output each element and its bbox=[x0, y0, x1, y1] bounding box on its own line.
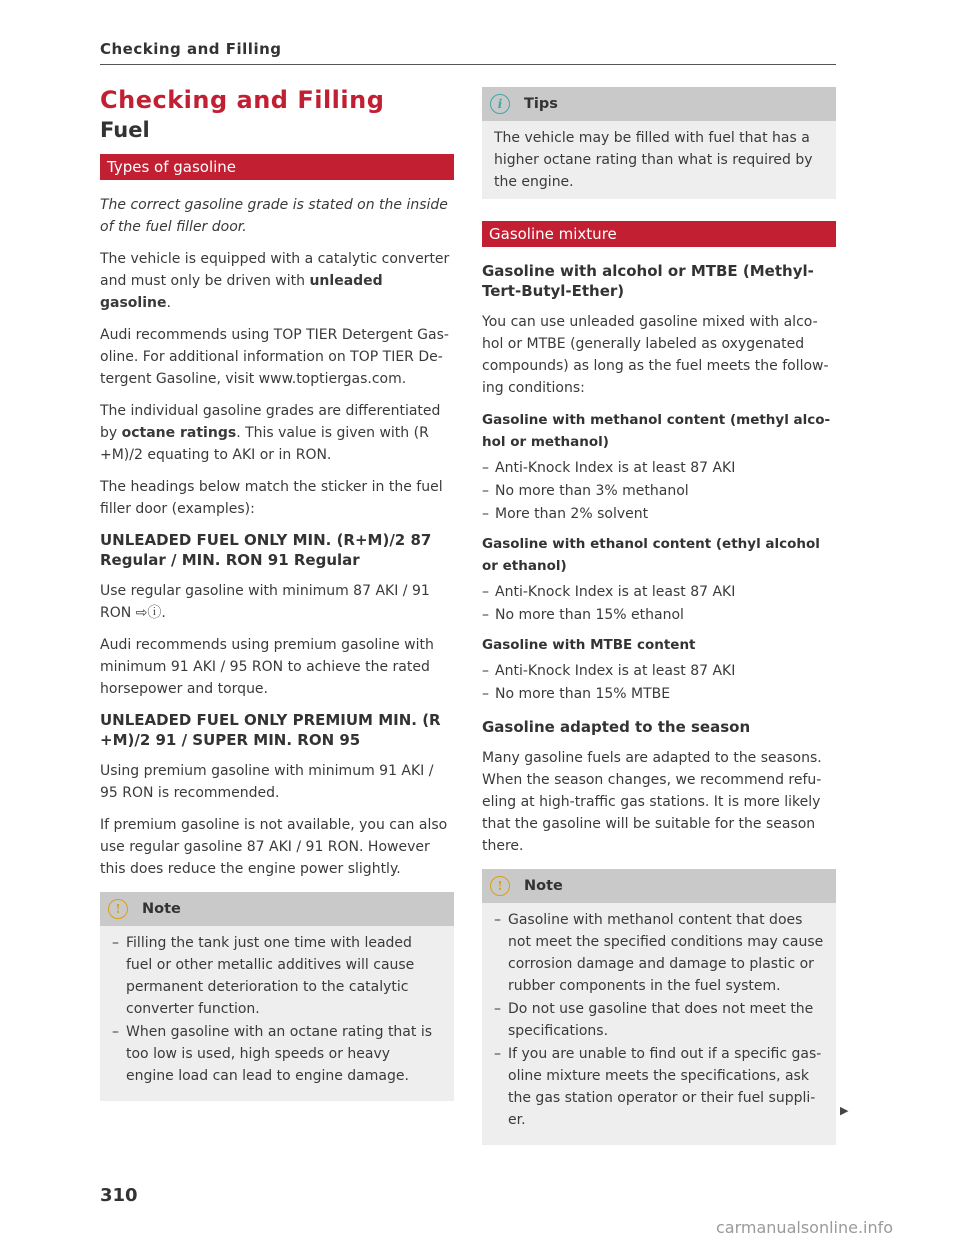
note-reference-link[interactable]: ⇨ⓘ. bbox=[135, 605, 166, 621]
note-header bbox=[100, 892, 454, 926]
tips-header bbox=[482, 87, 836, 121]
premium-paragraph: Using premium gasoline with minimum 91 AKI / 95 RON is recommended. bbox=[100, 763, 434, 801]
warning-icon: ! bbox=[108, 899, 128, 919]
mtbe-heading: Gasoline with MTBE content bbox=[482, 637, 696, 653]
premium-unavailable-paragraph: If premium gasoline is not available, you can also use regular gasoline 87 AKI / 91 RON. However this does reduce the engine power slightly. bbox=[100, 817, 448, 877]
list-item: – Filling the tank just one time with leaded fuel or other metallic additives will cause permanent deterioration to the catalytic converter function. bbox=[112, 932, 442, 1020]
left-column bbox=[100, 84, 454, 1111]
list-item: – No more than 15% MTBE bbox=[482, 683, 836, 705]
toptier-paragraph: Audi recommends using TOP TIER Detergent Gas-oline. For additional information on TOP TIER De-tergent Gasoline, visit www.toptiergas.com. bbox=[100, 327, 449, 387]
intro-paragraph: The correct gasoline grade is stated on the inside of the fuel filler door. bbox=[100, 197, 448, 235]
season-heading: Gasoline adapted to the season bbox=[482, 718, 751, 736]
list-item: – Do not use gasoline that does not meet the specifications. bbox=[494, 998, 824, 1042]
list-item: – No more than 15% ethanol bbox=[482, 604, 836, 626]
methanol-heading: Gasoline with methanol content (methyl alco-hol or methanol) bbox=[482, 412, 831, 450]
types-of-gasoline-bar: Types of gasoline bbox=[100, 154, 454, 180]
continue-arrow-icon: ▶ bbox=[840, 1104, 849, 1117]
tips-box bbox=[482, 87, 836, 199]
tips-label: Tips bbox=[524, 96, 558, 112]
chapter-title: Checking and Filling bbox=[100, 86, 385, 114]
regular-heading: UNLEADED FUEL ONLY MIN. (R+M)/2 87 Regular / MIN. RON 91 Regular bbox=[100, 531, 432, 569]
warning-icon: ! bbox=[490, 876, 510, 896]
mtbe-list bbox=[482, 660, 836, 705]
headings-paragraph: The headings below match the sticker in the fuel filler door (examples): bbox=[100, 479, 443, 517]
gasoline-mixture-bar: Gasoline mixture bbox=[482, 221, 836, 247]
list-item: – Anti-Knock Index is at least 87 AKI bbox=[482, 581, 836, 603]
running-head: Checking and Filling bbox=[100, 40, 836, 65]
list-item: – If you are unable to find out if a specific gas-oline mixture meets the specifications, ask the gas station operator or their fuel suppli-er. bbox=[494, 1043, 824, 1131]
list-item: – Anti-Knock Index is at least 87 AKI bbox=[482, 660, 836, 682]
watermark: carmanualsonline.info bbox=[716, 1218, 894, 1237]
note-box-left bbox=[100, 892, 454, 1101]
ethanol-heading: Gasoline with ethanol content (ethyl alcohol or ethanol) bbox=[482, 536, 820, 574]
list-item: – When gasoline with an octane rating that is too low is used, high speeds or heavy engine load can lead to engine damage. bbox=[112, 1021, 442, 1087]
regular-paragraph: Use regular gasoline with minimum 87 AKI / 91 RON ⇨ⓘ. bbox=[100, 583, 430, 621]
note-label: Note bbox=[142, 901, 181, 917]
note-header bbox=[482, 869, 836, 903]
alcohol-heading: Gasoline with alcohol or MTBE (Methyl-Tert-Butyl-Ether) bbox=[482, 262, 814, 300]
alcohol-paragraph: You can use unleaded gasoline mixed with alco-hol or MTBE (generally labeled as oxygenated compounds) as long as the fuel meets the follow-ing conditions: bbox=[482, 314, 829, 396]
premium-heading: UNLEADED FUEL ONLY PREMIUM MIN. (R +M)/2 91 / SUPER MIN. RON 95 bbox=[100, 711, 441, 749]
right-column bbox=[482, 87, 836, 1155]
list-item: – More than 2% solvent bbox=[482, 503, 836, 525]
list-item: – Anti-Knock Index is at least 87 AKI bbox=[482, 457, 836, 479]
list-item: – No more than 3% methanol bbox=[482, 480, 836, 502]
info-icon: i bbox=[490, 94, 510, 114]
page-number: 310 bbox=[100, 1185, 138, 1206]
ethanol-list bbox=[482, 581, 836, 626]
premium-recommend-paragraph: Audi recommends using premium gasoline with minimum 91 AKI / 95 RON to achieve the rated horsepower and torque. bbox=[100, 637, 434, 697]
note-box-right bbox=[482, 869, 836, 1145]
catalytic-paragraph: The vehicle is equipped with a catalytic converter and must only be driven with unleaded gasoline. bbox=[100, 251, 450, 311]
tips-text: The vehicle may be filled with fuel that has a higher octane rating than what is required by the engine. bbox=[494, 130, 813, 190]
list-item: – Gasoline with methanol content that does not meet the specified conditions may cause corrosion damage and damage to plastic or rubber components in the fuel system. bbox=[494, 909, 824, 997]
season-paragraph: Many gasoline fuels are adapted to the seasons. When the season changes, we recommend refu-eling at high-traffic gas stations. It is more likely that the gasoline will be suitable for the season there. bbox=[482, 750, 822, 854]
note-label: Note bbox=[524, 878, 563, 894]
octane-paragraph: The individual gasoline grades are differentiated by octane ratings. This value is given with (R +M)/2 equating to AKI or in RON. bbox=[100, 403, 441, 463]
methanol-list bbox=[482, 457, 836, 525]
section-title: Fuel bbox=[100, 118, 150, 142]
